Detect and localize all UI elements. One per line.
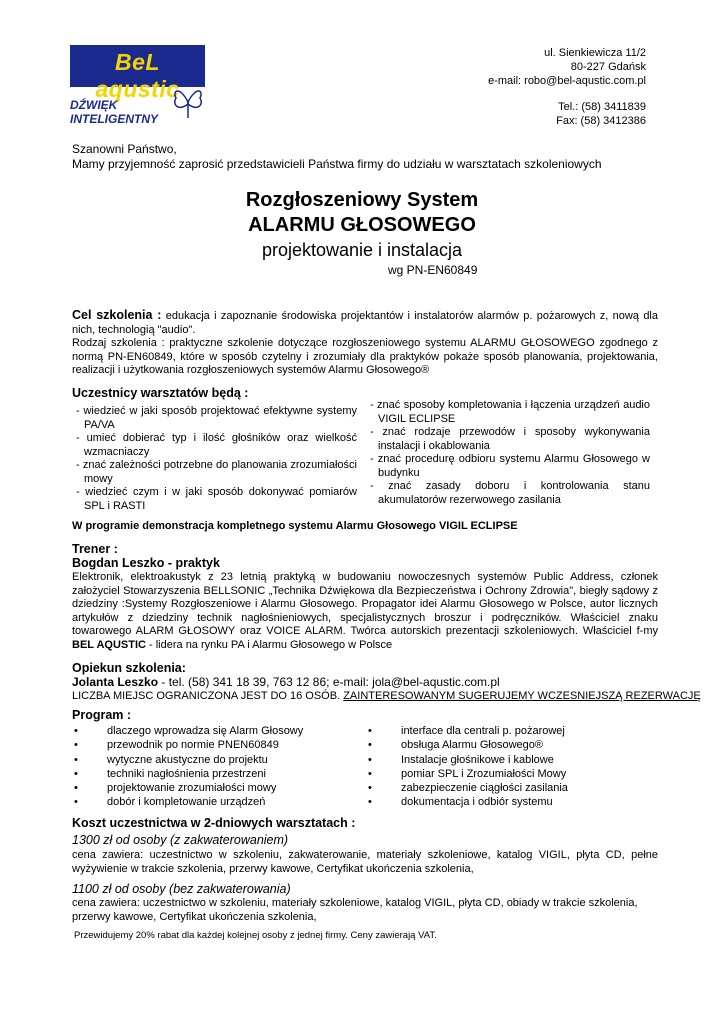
trainer-bio-end: - lidera na rynku PA i Alarmu Głosowego w Polsce <box>145 638 393 651</box>
address-street: ul. Sienkiewicza 11/2 <box>544 47 646 59</box>
list-item: - znać zasady doboru i kontrolowania stanu akumulatorów rezerwowego zasilania <box>370 480 650 506</box>
guardian-contact-info[interactable]: - tel. (58) 341 18 39, 763 12 86; e-mail: jola@bel-aqustic.com.pl <box>158 675 500 689</box>
participants-heading: Uczestnicy warsztatów będą : <box>72 386 249 400</box>
trainer-heading: Trener : <box>72 542 118 556</box>
guardian-contact <box>72 675 500 689</box>
participants-left <box>72 405 357 513</box>
list-item: • dobór i kompletowanie urządzeń <box>72 795 362 809</box>
invitation: Mamy przyjemność zaprosić przedstawicieli Państwa firmy do udziału w warsztatach szkoleniowych <box>72 157 602 171</box>
trainer-name: Bogdan Leszko - praktyk <box>72 556 220 570</box>
list-item: - znać rodzaje przewodów i sposoby wykonywania instalacji i okablowania <box>370 426 650 452</box>
list-item: • zabezpieczenie ciągłości zasilania <box>366 781 656 795</box>
list-item: • pomiar SPL i Zrozumiałości Mowy <box>366 767 656 781</box>
title-line-2: ALARMU GŁOSOWEGO <box>248 214 476 236</box>
option2-price: 1100 zł od osoby (bez zakwaterowania) <box>72 882 291 896</box>
list-item: - znać zależności potrzebne do planowania zrozumiałości mowy <box>76 459 357 485</box>
address-city: 80-227 Gdańsk <box>570 61 646 73</box>
title-line-3: projektowanie i instalacja <box>261 240 463 260</box>
goal-label: Cel szkolenia : <box>72 308 162 322</box>
discount-note: Przewidujemy 20% rabat dla każdej kolejnej osoby z jednej firmy. Ceny zawierają VAT. <box>74 930 437 941</box>
list-item: • interface dla centrali p. pożarowej <box>366 724 656 738</box>
option1-text: cena zawiera: uczestnictwo w szkoleniu, zakwaterowanie, materiały szkoleniowe, katalog VIGIL, płyta CD, pełne wyżywienie w trakcie szkolenia, przerwy kawowe, Certyfikat ukończenia szkolenia, <box>72 849 658 875</box>
program-left <box>72 724 362 810</box>
address-email[interactable]: e-mail: robo@bel-aqustic.com.pl <box>488 75 646 87</box>
seats-limit <box>72 690 701 704</box>
option2-text: cena zawiera: uczestnictwo w szkoleniu, materiały szkoleniowe, katalog VIGIL, płyta CD, obiady w trakcie szkolenia, przerwy kawowe, Certyfikat ukończenia szkolenia, <box>72 897 638 923</box>
address-fax: Fax: (58) 3412386 <box>556 115 646 127</box>
guardian-heading: Opiekun szkolenia: <box>72 661 186 675</box>
demo-line: W programie demonstracja kompletnego systemu Alarmu Głosowego VIGIL ECLIPSE <box>72 520 518 532</box>
list-item: - wiedzieć czym i w jaki sposób dokonywać pomiarów SPL i RASTI <box>76 486 357 512</box>
list-item: - umieć dobierać typ i ilość głośników oraz wielkość wzmacniaczy <box>76 432 357 458</box>
list-item: - wiedzieć w jaki sposób projektować efektywne systemy PA/VA <box>76 405 357 431</box>
title-line-1: Rozgłoszeniowy System <box>245 189 479 211</box>
company-logo <box>70 45 205 102</box>
trainer-bio-text: Elektronik, elektroakustyk z 23 letnią praktyką w budowaniu nowoczesnych systemów Public Address, członek założyciel Stowarzyszenia BELLSONIC „Technika Dźwiękowa dla Bezpieczeństwa i Ochrony Zdrowia", biegły sądowy z dziedziny :Systemy Rozgłoszeniowe i Alarmu Głosowego. Propagator idei Alarmu Głosowego w Polsce, autor licznych artykułów z dziedziny technik nagłośnieniowych, specjalistycznych broszur i podręczników. Właściciel znaku towarowego ALARM GŁOSOWY oraz VOICE ALARM. Twórca autorskich prezentacji szkoleniowych. Właściciel f-my <box>72 571 658 637</box>
company-address <box>488 46 646 88</box>
logo-brand: BeL aqustic <box>95 49 180 102</box>
seats-limit-text: LICZBA MIEJSC OGRANICZONA JEST DO 16 OSÓB. <box>72 690 344 702</box>
greeting: Szanowni Państwo, <box>72 142 177 156</box>
training-type: Rodzaj szkolenia : praktyczne szkolenie dotyczące rozgłoszeniowego systemu ALARMU GŁOSOWEGO zgodnego z normą PN-EN60849, które w sposób czytelny i zrozumiały dla praktyków pokaże sposób planowania, projektowania, realizacji i użytkowania rozgłoszeniowych systemów Alarmu Głosowego® <box>72 337 658 376</box>
list-item: • dokumentacja i odbiór systemu <box>366 795 656 809</box>
cost-heading: Koszt uczestnictwa w 2-dniowych warsztatach : <box>72 816 356 830</box>
list-item: - znać sposoby kompletowania i łączenia urządzeń audio VIGIL ECLIPSE <box>370 399 650 425</box>
participants-right <box>366 399 650 507</box>
list-item: • obsługa Alarmu Głosowego® <box>366 738 656 752</box>
list-item: • projektowanie zrozumiałości mowy <box>72 781 362 795</box>
logo-subtitle-2: INTELIGENTNY <box>70 112 159 126</box>
title-standard: wg PN-EN60849 <box>388 263 478 277</box>
reservation-note: ZAINTERESOWANYM SUGERUJEMY WCZESNIEJSZĄ REZERWACJĘ <box>343 690 701 702</box>
list-item: - znać procedurę odbioru systemu Alarmu Głosowego w budynku <box>370 453 650 479</box>
list-item: • Instalacje głośnikowe i kablowe <box>366 753 656 767</box>
list-item: • wytyczne akustyczne do projektu <box>72 753 362 767</box>
program-right <box>366 724 656 810</box>
trainer-bio <box>72 571 658 652</box>
list-item: • dlaczego wprowadza się Alarm Głosowy <box>72 724 362 738</box>
goal-text: edukacja i zapoznanie środowiska projektantów i instalatorów alarmów p. pożarowych z, nową dla nich, technologią "audio". <box>72 310 658 336</box>
option1-price: 1300 zł od osoby (z zakwaterowaniem) <box>72 833 289 847</box>
trainer-company: BEL AQUSTIC <box>72 638 146 651</box>
program-heading: Program : <box>72 708 132 722</box>
company-phones <box>556 100 646 128</box>
address-tel: Tel.: (58) 3411839 <box>558 101 646 113</box>
logo-subtitle-1: DŹWIĘK <box>70 98 118 112</box>
guardian-name: Jolanta Leszko <box>72 675 159 689</box>
goal-section <box>72 309 658 337</box>
list-item: • przewodnik po normie PNEN60849 <box>72 738 362 752</box>
butterfly-icon <box>170 82 206 122</box>
list-item: • techniki nagłośnienia przestrzeni <box>72 767 362 781</box>
